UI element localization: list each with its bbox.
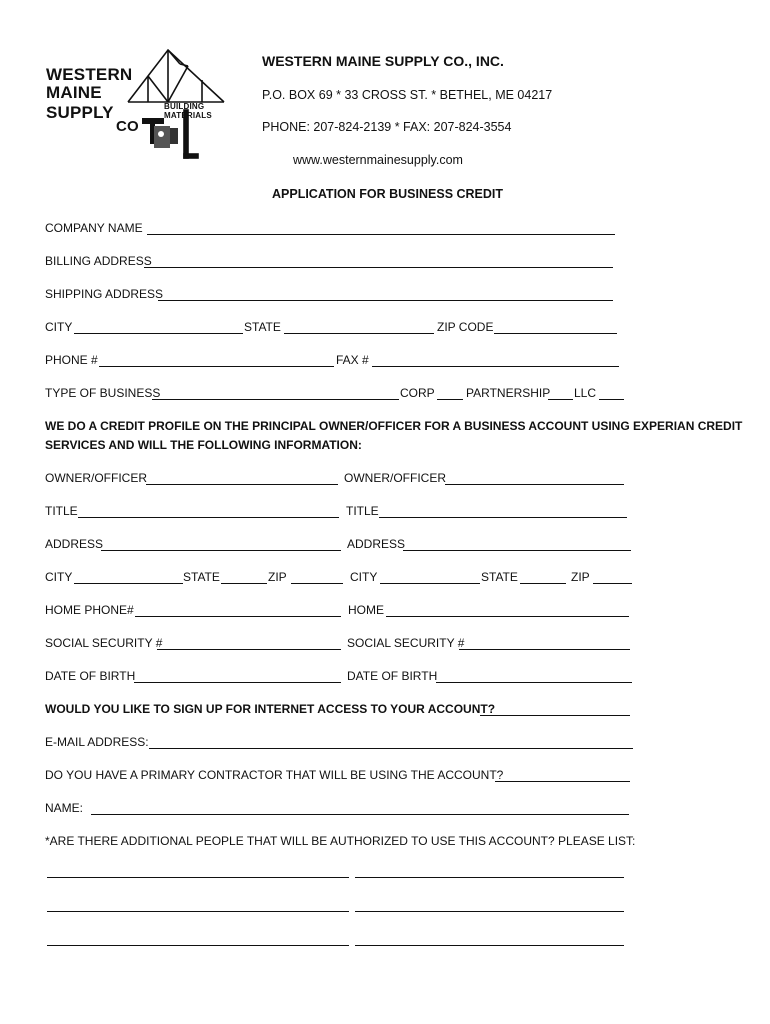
billing-address-field[interactable] (144, 254, 613, 268)
partnership-field[interactable] (548, 386, 573, 400)
type-of-business-label: TYPE OF BUSINESS (45, 386, 161, 400)
owner-officer-1-field[interactable] (146, 471, 338, 485)
address-2-field[interactable] (403, 537, 631, 551)
address-2-label: ADDRESS (347, 537, 406, 551)
email-field[interactable] (149, 735, 633, 749)
type-of-business-field[interactable] (152, 386, 399, 400)
additional-people-question: *ARE THERE ADDITIONAL PEOPLE THAT WILL BE AUTHORIZED TO USE THIS ACCOUNT? PLEASE LIST: (45, 834, 636, 848)
internet-access-question: WOULD YOU LIKE TO SIGN UP FOR INTERNET ACCESS TO YOUR ACCOUNT? (45, 702, 496, 716)
corp-field[interactable] (437, 386, 463, 400)
credit-notice-line-2: SERVICES AND WILL THE FOLLOWING INFORMATION: (45, 438, 362, 452)
dob-2-label: DATE OF BIRTH (347, 669, 438, 683)
logo-line-2: MAINE (46, 83, 102, 102)
company-name-label: COMPANY NAME (45, 221, 143, 235)
zip-1-field[interactable] (291, 570, 343, 584)
zip-code-label: ZIP CODE (437, 320, 494, 334)
additional-person-5-field[interactable] (47, 932, 349, 946)
logo-line-3: SUPPLY (46, 103, 114, 122)
state-field[interactable] (284, 320, 434, 334)
logo-tagline-2: MATERIALS (164, 111, 212, 120)
corp-label: CORP (400, 386, 435, 400)
additional-person-6-field[interactable] (355, 932, 624, 946)
city-field[interactable] (74, 320, 243, 334)
title-2-label: TITLE (346, 504, 379, 518)
zip-2-field[interactable] (593, 570, 632, 584)
company-phone-fax: PHONE: 207-824-2139 * FAX: 207-824-3554 (262, 120, 512, 134)
ssn-2-label: SOCIAL SECURITY # (347, 636, 465, 650)
owner-officer-1-label: OWNER/OFFICER (45, 471, 147, 485)
dob-1-label: DATE OF BIRTH (45, 669, 136, 683)
ssn-1-label: SOCIAL SECURITY # (45, 636, 163, 650)
llc-field[interactable] (599, 386, 624, 400)
billing-address-label: BILLING ADDRESS (45, 254, 152, 268)
home-phone-field[interactable] (135, 603, 341, 617)
name-label: NAME: (45, 801, 84, 815)
title-1-field[interactable] (78, 504, 339, 518)
company-name-field[interactable] (147, 221, 615, 235)
additional-person-2-field[interactable] (355, 864, 624, 878)
city-1-label: CITY (45, 570, 73, 584)
company-name: WESTERN MAINE SUPPLY CO., INC. (262, 53, 504, 69)
owner-officer-2-label: OWNER/OFFICER (344, 471, 446, 485)
home-label: HOME (348, 603, 384, 617)
company-address: P.O. BOX 69 * 33 CROSS ST. * BETHEL, ME 04217 (262, 88, 553, 102)
city-label: CITY (45, 320, 73, 334)
name-field[interactable] (91, 801, 629, 815)
address-1-label: ADDRESS (45, 537, 104, 551)
city-2-label: CITY (350, 570, 378, 584)
title-1-label: TITLE (45, 504, 78, 518)
contractor-field[interactable] (495, 768, 630, 782)
additional-person-1-field[interactable] (47, 864, 349, 878)
owner-officer-2-field[interactable] (445, 471, 624, 485)
logo-line-4: CO (116, 118, 139, 135)
phone-label: PHONE # (45, 353, 98, 367)
city-2-field[interactable] (380, 570, 480, 584)
home-phone-label: HOME PHONE# (45, 603, 134, 617)
shipping-address-label: SHIPPING ADDRESS (45, 287, 164, 301)
logo-line-1: WESTERN (46, 65, 133, 84)
state-1-label: STATE (183, 570, 220, 584)
state-label: STATE (244, 320, 281, 334)
additional-person-4-field[interactable] (355, 898, 624, 912)
address-1-field[interactable] (101, 537, 341, 551)
state-2-field[interactable] (520, 570, 566, 584)
ssn-2-field[interactable] (459, 636, 630, 650)
shipping-address-field[interactable] (158, 287, 613, 301)
additional-person-3-field[interactable] (47, 898, 349, 912)
state-1-field[interactable] (221, 570, 267, 584)
phone-field[interactable] (99, 353, 334, 367)
ssn-1-field[interactable] (157, 636, 341, 650)
email-label: E-MAIL ADDRESS: (45, 735, 149, 749)
company-logo (40, 44, 240, 164)
llc-label: LLC (574, 386, 597, 400)
dob-2-field[interactable] (436, 669, 632, 683)
contractor-question: DO YOU HAVE A PRIMARY CONTRACTOR THAT WILL BE USING THE ACCOUNT? (45, 768, 504, 782)
credit-notice-line-1: WE DO A CREDIT PROFILE ON THE PRINCIPAL OWNER/OFFICER FOR A BUSINESS ACCOUNT USING EXPERIAN CREDIT (45, 419, 743, 433)
fax-label: FAX # (336, 353, 369, 367)
partnership-label: PARTNERSHIP (466, 386, 551, 400)
fax-field[interactable] (372, 353, 619, 367)
zip-1-label: ZIP (268, 570, 287, 584)
title-2-field[interactable] (379, 504, 627, 518)
dob-1-field[interactable] (134, 669, 341, 683)
state-2-label: STATE (481, 570, 518, 584)
home-field[interactable] (386, 603, 629, 617)
form-title: APPLICATION FOR BUSINESS CREDIT (272, 187, 504, 201)
company-website: www.westernmainesupply.com (293, 153, 463, 167)
internet-access-field[interactable] (480, 702, 630, 716)
zip-2-label: ZIP (571, 570, 590, 584)
logo-tagline-1: BUILDING (164, 102, 205, 111)
zip-code-field[interactable] (494, 320, 617, 334)
city-1-field[interactable] (74, 570, 183, 584)
